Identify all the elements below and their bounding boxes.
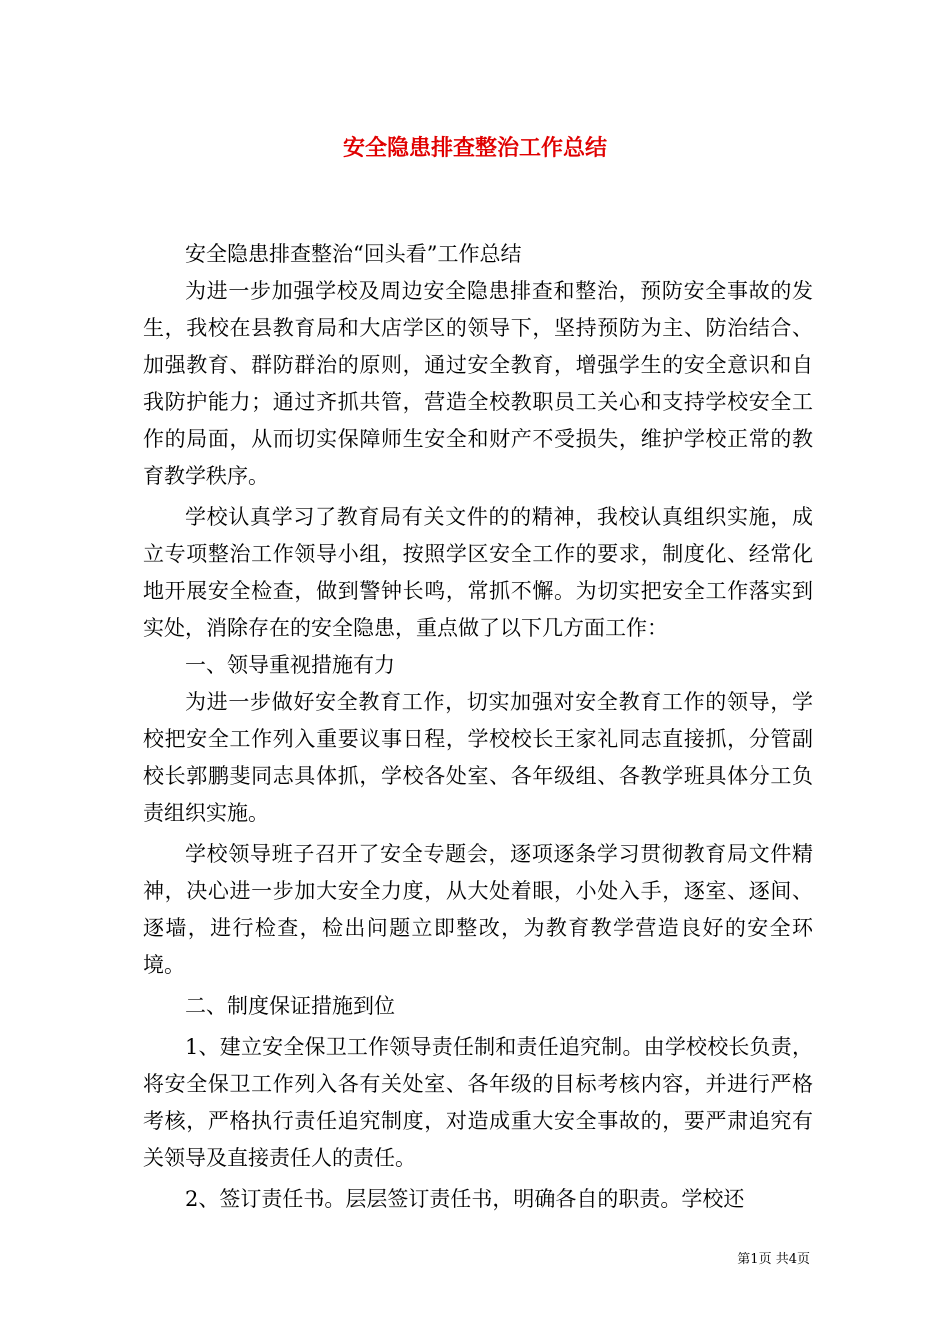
paragraph-study: 学校认真学习了教育局有关文件的的精神，我校认真组织实施，成立专项整治工作领导小组，按照学区安全工作的要求，制度化、经常化地开展安全检查，做到警钟长鸣，常抓不懈。为切实把安全工作落实到实处，消除存在的安全隐患，重点做了以下几方面工作： <box>143 505 813 640</box>
footer-prefix: 第 <box>737 1252 751 1267</box>
footer-middle: 页 共 <box>758 1252 789 1267</box>
document-title: 安全隐患排查整治工作总结 <box>342 135 607 161</box>
paragraph-intro: 为进一步加强学校及周边安全隐患排查和整治，预防安全事故的发生，我校在县教育局和大店学区的领导下，坚持预防为主、防治结合、加强教育、群防群治的原则，通过安全教育，增强学生的安全意识和自我防护能力；通过齐抓共管，营造全校教职员工关心和支持学校安全工作的局面，从而切实保障师生安全和财产不受损失，维护学校正常的教育教学秩序。 <box>143 279 813 488</box>
paragraph-contract: 2、签订责任书。层层签订责任书，明确各自的职责。学校还 <box>185 1187 745 1211</box>
footer-current-page: 1 <box>750 1252 759 1267</box>
document-body <box>143 236 813 1218</box>
page-number-footer <box>680 1251 810 1269</box>
footer-total-pages: 4 <box>788 1252 797 1267</box>
paragraph-leadership: 为进一步做好安全教育工作，切实加强对安全教育工作的领导，学校把安全工作列入重要议事日程，学校校长王家礼同志直接抓，分管副校长郭鹏斐同志具体抓，学校各处室、各年级组、各教学班具体分工负责组织实施。 <box>143 690 813 825</box>
section-heading-system: 二、制度保证措施到位 <box>185 994 395 1018</box>
paragraph-responsibility: 1、建立安全保卫工作领导责任制和责任追究制。由学校校长负责，将安全保卫工作列入各有关处室、各年级的目标考核内容，并进行严格考核，严格执行责任追究制度，对造成重大安全事故的，要严肃追究有关领导及直接责任人的责任。 <box>143 1035 813 1170</box>
paragraph-meeting: 学校领导班子召开了安全专题会，逐项逐条学习贯彻教育局文件精神，决心进一步加大安全力度，从大处着眼，小处入手，逐室、逐间、逐墙，进行检查，检出问题立即整改，为教育教学营造良好的安全环境。 <box>143 842 813 977</box>
section-heading-leadership: 一、领导重视措施有力 <box>185 653 395 677</box>
footer-suffix: 页 <box>796 1252 810 1267</box>
paragraph-subtitle: 安全隐患排查整治“回头看”工作总结 <box>185 242 522 266</box>
